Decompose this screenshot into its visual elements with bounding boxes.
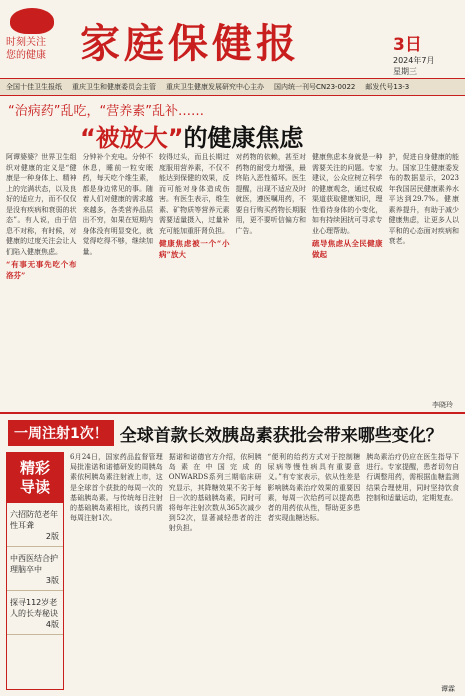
article-column	[159, 152, 230, 395]
article-column	[70, 452, 163, 690]
second-headline	[8, 420, 443, 446]
guide-title-line: 精彩	[19, 459, 50, 477]
logo-slogan	[6, 36, 60, 62]
guide-title	[7, 453, 63, 503]
info-item: 国内统一刊号CN23-0022	[274, 83, 356, 91]
issue-year-month: 2024年7月	[393, 56, 435, 65]
article-column	[6, 152, 77, 395]
guide-page: 2版	[7, 531, 63, 547]
article-column	[83, 152, 154, 395]
masthead	[0, 0, 465, 78]
logo-emblem-icon	[10, 8, 54, 34]
newspaper-logo	[6, 8, 60, 68]
lead-kicker: “治病药”乱吃，“营养素”乱补……	[8, 104, 204, 119]
column-text: 6月24日，国家药品监督管理局批准诺和诺德研发的周胰岛素依柯胰岛素注射液上市，这是全球首个获批的每周一次的基础胰岛素。与传统每日注射的基础胰岛素相比，该药只需每周注射1次。	[70, 453, 163, 523]
column-text: 据诺和诺德官方介绍，依柯胰岛素在中国完成的ONWARDS系列三期临床研究显示，其降糖效果不劣于每日一次的基础胰岛素，同时可将每年注射次数从365次减少到52次，显著减轻患者的注射负担。	[168, 453, 262, 533]
guide-item[interactable]: 六招防范老年性耳聋	[10, 510, 58, 530]
section-subhead: 疏导焦虑从全民健康做起	[312, 239, 383, 259]
column-text: 健康焦虑本身就是一种需要关注的问题。专家建议，公众应树立科学的健康观念，通过权威渠道获取健康知识，理性看待身体的小变化，如有持续困扰可寻求专业心理帮助。	[312, 153, 383, 235]
slogan-line-1: 时刻关注	[6, 37, 46, 48]
second-article-body	[70, 452, 459, 690]
newspaper-title: 家庭保健报	[80, 20, 300, 67]
slogan-line-2: 您的健康	[6, 50, 46, 61]
column-text: 胰岛素治疗仍应在医生指导下进行。专家提醒，患者切勿自行调整用药，需根据血糖监测结果合理使用，同时坚持饮食控制和适量运动，定期复查。	[366, 453, 459, 502]
column-text: 对药物的依赖，甚至对药物的耐受力增强，最终陷入恶性循环。医生提醒，出现不适应及时就医，遵医嘱用药，不要自行购买药物长期服用，更不要听信偏方和广告。	[235, 153, 306, 235]
section-divider	[0, 412, 465, 414]
article-column	[366, 452, 459, 690]
article-column	[312, 152, 383, 395]
lead-headline	[80, 118, 304, 153]
reading-guide	[6, 452, 64, 690]
info-item: 全国十佳卫生报纸	[6, 83, 62, 91]
info-item: 重庆卫生健康发展研究中心主办	[166, 83, 264, 91]
column-text: 阿谭婆婆？世界卫生组织对健康的定义是“健康是一种身体上、精神上的完满状态，以及良好的适应力，而不仅仅是没有疾病和衰弱的状态”。有人说，由于信息不对称，有时候，对健康的过度关注会让人们陷入健康焦虑。	[6, 153, 77, 256]
publication-info-bar	[0, 78, 465, 96]
lead-author: 李晓玲	[432, 401, 453, 409]
issue-day: 3日	[393, 35, 422, 55]
article-column	[268, 452, 361, 690]
lead-article-body	[6, 152, 459, 395]
headline-tag: 一周注射1次！	[8, 420, 114, 446]
guide-item[interactable]: 探寻112岁老人的长寿秘诀	[10, 598, 58, 618]
issue-weekday: 星期三	[393, 67, 417, 76]
info-item: 邮发代号13-3	[365, 83, 410, 91]
guide-page: 4版	[7, 619, 63, 635]
section-subhead: 健康焦虑被一个“小病”放大	[159, 239, 230, 259]
column-text: 较得过头，而且长期过度服用营养素，不仅不能达到保健的效果，反而可能对身体造成伤害。有医生表示，维生素、矿物质等营养元素需要适量摄入，过量补充可能加重肝肾负担。	[159, 153, 230, 235]
article-column	[236, 152, 307, 395]
second-author: 谭霖	[441, 685, 455, 693]
article-column	[169, 452, 262, 690]
section-subhead: “有事无事先吃个布洛芬”	[6, 260, 77, 280]
article-column	[389, 152, 460, 395]
guide-item[interactable]: 中西医结合护理脑卒中	[10, 554, 58, 574]
headline-rest: 的健康焦虑	[183, 124, 304, 152]
issue-date	[393, 30, 453, 77]
headline-highlight: “被放大”	[80, 124, 184, 152]
guide-page: 3版	[7, 575, 63, 591]
headline-title: 全球首款长效胰岛素获批会带来哪些变化？	[119, 425, 443, 446]
guide-title-line: 导读	[19, 478, 50, 496]
column-text: 护，促进自身健康的能力。国家卫生健康委发布的数据显示，2023年我国居民健康素养水平达到29.7%。健康素养提升，有助于减少健康焦虑，让更多人以平和的心态面对疾病和衰老。	[388, 153, 459, 245]
column-text: 分钟补个充电。分钟不休息，睡前一粒安眠药，每天吃个维生素，都是身边常见的事。随着人们对健康的需求越来越多，各类营养品层出不穷，如果在短期内身体没有明显变化，就觉得吃得不够，继续加量。	[82, 153, 153, 256]
info-item: 重庆卫生和健康委员会主管	[72, 83, 156, 91]
column-text: “便利的给药方式对于控制糖尿病等慢性病具有重要意义。”有专家表示，依从性差是影响胰岛素治疗效果的重要因素，每周一次给药可以提高患者的用药依从性，帮助更多患者实现血糖达标。	[267, 453, 361, 523]
